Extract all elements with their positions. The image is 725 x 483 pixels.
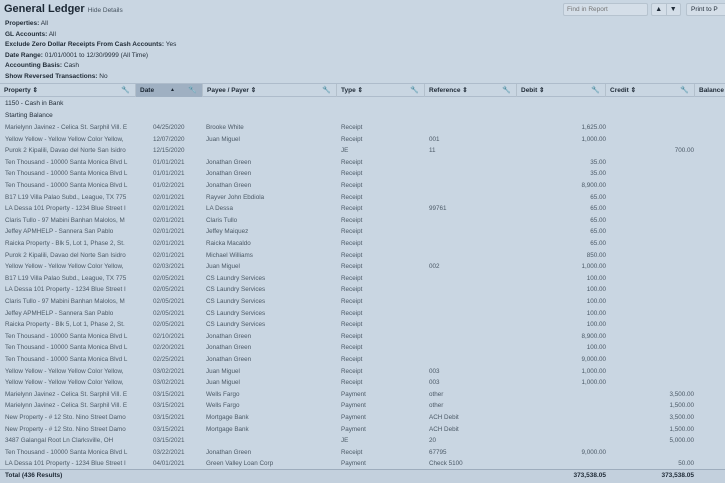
column-header-reference[interactable] [425, 84, 517, 97]
cell-property: B17 L19 Villa Palao Subd., League, TX 775 [5, 274, 127, 282]
filter-line [5, 19, 176, 30]
filter-line [5, 61, 176, 72]
cell-date: 03/15/2021 [153, 437, 185, 445]
cell-credit: 1,500.00 [669, 425, 694, 433]
cell-type: Receipt [341, 286, 363, 294]
cell-property: LA Dessa 101 Property - 1234 Blue Street I [5, 460, 126, 468]
cell-debit: 35.00 [590, 170, 606, 178]
column-label-balance: Balance [699, 87, 724, 94]
cell-property: Marielynn Javinez - Celica St. Sarphil Vill. E [5, 124, 128, 131]
column-label-reference: Reference ⇕ [429, 87, 468, 94]
table-row[interactable] [0, 400, 725, 412]
cell-reference: 67795 [429, 448, 447, 456]
cell-payee: Jonathan Green [206, 332, 252, 340]
cell-reference: 11 [429, 147, 436, 155]
filter-label: Exclude Zero Dollar Receipts From Cash Accounts: [5, 41, 165, 49]
report-filters [5, 19, 176, 83]
sort-ascending-icon: ▲ [170, 87, 175, 93]
cell-payee: Jonathan Green [206, 448, 252, 456]
cell-type: Receipt [341, 448, 363, 456]
cell-property: New Property - # 12 Sto. Nino Street Damo [5, 414, 126, 421]
filter-value: Yes [165, 41, 177, 49]
cell-reference: 001 [429, 135, 440, 143]
cell-date: 02/10/2021 [153, 332, 185, 340]
cell-date: 12/15/2020 [153, 147, 185, 155]
cell-payee: Jonathan Green [206, 356, 252, 363]
table-row[interactable] [0, 226, 725, 238]
cell-payee: Brooke White [206, 124, 244, 131]
filter-value: 01/01/0001 to 12/30/9999 (All Time) [44, 51, 149, 59]
cell-payee: CS Laundry Services [206, 274, 266, 282]
table-row[interactable] [0, 308, 725, 320]
cell-type: Receipt [341, 251, 363, 259]
page-title: General Ledger [4, 3, 85, 15]
wrench-icon[interactable]: 🔧 [188, 87, 197, 94]
table-row[interactable] [0, 354, 725, 366]
cell-payee: Jonathan Green [206, 158, 252, 166]
table-row[interactable] [0, 389, 725, 401]
column-label-property: Property ⇕ [4, 87, 38, 94]
table-row[interactable] [0, 377, 725, 389]
cell-payee: Wells Fargo [206, 390, 240, 398]
table-row[interactable] [0, 168, 725, 180]
cell-type: Receipt [341, 274, 363, 282]
cell-property: Ten Thousand - 10000 Santa Monica Blvd L [5, 344, 128, 352]
cell-debit: 8,900.00 [581, 332, 606, 340]
cell-credit: 50.00 [678, 460, 694, 468]
cell-type: JE [341, 437, 349, 445]
cell-payee: Jonathan Green [206, 182, 252, 189]
cell-property: Ten Thousand - 10000 Santa Monica Blvd L [5, 332, 128, 340]
cell-property: Marielynn Javinez - Celica St. Sarphil Vill. E [5, 402, 128, 410]
filter-line [5, 72, 176, 83]
column-header-credit[interactable] [606, 84, 695, 97]
filter-value: No [99, 72, 108, 80]
cell-date: 02/01/2021 [153, 205, 185, 213]
cell-type: Payment [341, 414, 366, 421]
cell-type: Receipt [341, 216, 363, 224]
cell-debit: 8,900.00 [581, 182, 606, 189]
cell-debit: 1,000.00 [581, 367, 606, 375]
cell-payee: Juan Miguel [206, 263, 240, 271]
cell-date: 04/01/2021 [153, 460, 185, 468]
cell-payee: Jonathan Green [206, 170, 252, 178]
table-row[interactable] [0, 261, 725, 273]
find-previous-button[interactable]: ▲ [655, 6, 663, 13]
table-row[interactable] [0, 447, 725, 459]
cell-property: Claris Tullo - 97 Mabini Banhan Malolos, M [5, 216, 125, 224]
cell-debit: 1,000.00 [581, 135, 606, 143]
table-row[interactable] [0, 238, 725, 250]
filter-line [5, 40, 176, 51]
table-row[interactable] [0, 424, 725, 436]
cell-type: Receipt [341, 344, 363, 352]
table-row[interactable] [0, 273, 725, 285]
cell-payee: Jeffey Maiquez [206, 228, 249, 236]
cell-payee: Jonathan Green [206, 344, 252, 352]
table-row[interactable] [0, 366, 725, 378]
cell-date: 03/02/2021 [153, 367, 185, 375]
cell-reference: Check 5100 [429, 460, 463, 468]
cell-property: Ten Thousand - 10000 Santa Monica Blvd L [5, 448, 128, 456]
wrench-icon[interactable]: 🔧 [322, 87, 331, 94]
cell-property: Claris Tullo - 97 Mabini Banhan Malolos, M [5, 298, 125, 305]
find-navigation [651, 3, 681, 16]
column-header-property[interactable] [0, 84, 136, 97]
cell-property: Jeffey APMHELP - Sannera San Pablo [5, 228, 114, 236]
column-header-balance[interactable] [695, 84, 725, 97]
cell-property: Raicka Property - Blk 5, Lot 1, Phase 2, St. [5, 240, 125, 247]
filter-label: GL Accounts: [5, 30, 48, 38]
print-button[interactable]: Print to P [686, 3, 725, 16]
cell-reference: ACH Debit [429, 414, 459, 421]
column-label-type: Type ⇕ [341, 87, 363, 94]
cell-type: Receipt [341, 205, 363, 213]
cell-date: 02/05/2021 [153, 298, 185, 305]
cell-type: Receipt [341, 298, 363, 305]
cell-date: 02/05/2021 [153, 309, 185, 317]
filter-label: Accounting Basis: [5, 62, 63, 70]
cell-type: Receipt [341, 182, 363, 189]
cell-date: 03/02/2021 [153, 379, 185, 387]
table-row[interactable] [0, 319, 725, 331]
cell-property: B17 L19 Villa Palao Subd., League, TX 775 [5, 193, 127, 201]
cell-credit: 700.00 [674, 147, 694, 155]
cell-date: 02/05/2021 [153, 321, 185, 329]
cell-debit: 65.00 [590, 205, 606, 213]
wrench-icon[interactable]: 🔧 [680, 87, 689, 94]
table-row[interactable] [0, 122, 725, 134]
cell-payee: Green Valley Loan Corp [206, 460, 274, 468]
table-row[interactable] [0, 435, 725, 447]
cell-type: Payment [341, 460, 366, 468]
cell-payee: Mortgage Bank [206, 425, 249, 433]
cell-debit: 35.00 [590, 158, 606, 166]
cell-property: Ten Thousand - 10000 Santa Monica Blvd L [5, 158, 128, 166]
cell-date: 03/15/2021 [153, 390, 185, 398]
cell-payee: Rayver John Ebdiola [206, 193, 265, 201]
cell-payee: CS Laundry Services [206, 321, 266, 329]
hide-details-link[interactable]: Hide Details [87, 7, 123, 14]
wrench-icon[interactable]: 🔧 [410, 87, 419, 94]
filter-value: All [48, 30, 56, 38]
cell-debit: 65.00 [590, 240, 606, 247]
cell-date: 02/03/2021 [153, 263, 185, 271]
cell-debit: 9,000.00 [581, 448, 606, 456]
cell-debit: 100.00 [586, 309, 606, 317]
filter-label: Show Reversed Transactions: [5, 72, 98, 80]
filter-label: Properties: [5, 20, 40, 27]
cell-date: 02/01/2021 [153, 251, 185, 259]
cell-property: 3487 Galangal Root Ln Clarksville, OH [5, 437, 114, 445]
cell-property: Yellow Yellow - Yellow Yellow Color Yellow, [5, 263, 124, 271]
cell-payee: Wells Fargo [206, 402, 240, 410]
table-row[interactable] [0, 134, 725, 146]
cell-property: Ten Thousand - 10000 Santa Monica Blvd L [5, 356, 128, 363]
cell-payee: LA Dessa [206, 205, 233, 213]
column-label-credit: Credit ⇕ [610, 87, 637, 94]
table-row[interactable] [0, 180, 725, 192]
cell-property: Yellow Yellow - Yellow Yellow Color Yellow, [5, 379, 124, 387]
cell-type: Receipt [341, 309, 363, 317]
cell-date: 03/15/2021 [153, 402, 185, 410]
cell-credit: 3,500.00 [669, 414, 694, 421]
cell-date: 02/05/2021 [153, 286, 185, 294]
column-label-date: Date [140, 87, 155, 94]
wrench-icon[interactable]: 🔧 [502, 87, 511, 94]
table-row[interactable] [0, 296, 725, 308]
cell-reference: 99761 [429, 205, 447, 213]
cell-payee: Claris Tullo [206, 216, 238, 224]
cell-debit: 100.00 [586, 344, 606, 352]
cell-type: Receipt [341, 193, 363, 201]
column-header-type[interactable] [337, 84, 425, 97]
cell-payee: Juan Miguel [206, 379, 240, 387]
column-label-payee: Payee / Payer ⇕ [207, 87, 257, 94]
cell-date: 02/01/2021 [153, 240, 185, 247]
totals-label: Total (436 Results) [5, 472, 63, 479]
cell-type: Receipt [341, 240, 363, 247]
cell-debit: 65.00 [590, 193, 606, 201]
cell-payee: CS Laundry Services [206, 309, 266, 317]
cell-date: 03/22/2021 [153, 448, 185, 456]
cell-debit: 100.00 [586, 286, 606, 294]
cell-debit: 1,625.00 [581, 124, 606, 131]
cell-date: 03/15/2021 [153, 425, 185, 433]
table-header [0, 83, 725, 97]
cell-property: Yellow Yellow - Yellow Yellow Color Yellow, [5, 367, 124, 375]
cell-date: 01/01/2021 [153, 170, 185, 178]
column-header-debit[interactable] [517, 84, 606, 97]
cell-credit: 3,500.00 [669, 390, 694, 398]
cell-type: Receipt [341, 356, 363, 363]
table-row[interactable] [0, 157, 725, 169]
cell-debit: 1,000.00 [581, 379, 606, 387]
cell-debit: 65.00 [590, 228, 606, 236]
wrench-icon[interactable]: 🔧 [591, 87, 600, 94]
cell-payee: Michael Williams [206, 251, 253, 259]
cell-type: Receipt [341, 332, 363, 340]
table-row[interactable] [0, 215, 725, 227]
cell-type: Payment [341, 425, 366, 433]
cell-date: 01/01/2021 [153, 158, 185, 166]
totals-row [0, 469, 725, 483]
total-credit: 373,538.05 [661, 472, 694, 479]
cell-payee: Juan Miguel [206, 135, 240, 143]
cell-type: Receipt [341, 263, 363, 271]
cell-debit: 1,000.00 [581, 263, 606, 271]
filter-value: Cash [63, 62, 80, 70]
cell-date: 02/01/2021 [153, 193, 185, 201]
table-row[interactable] [0, 192, 725, 204]
cell-type: Payment [341, 402, 366, 410]
cell-type: Receipt [341, 367, 363, 375]
table-row[interactable] [0, 331, 725, 343]
cell-type: Receipt [341, 321, 363, 329]
filter-value: All [40, 20, 49, 27]
cell-reference: 003 [429, 367, 440, 375]
cell-property: Marielynn Javinez - Celica St. Sarphil Vill. E [5, 390, 128, 398]
cell-date: 03/15/2021 [153, 414, 185, 421]
cell-type: Receipt [341, 170, 363, 178]
table-row[interactable] [0, 284, 725, 296]
cell-credit: 5,000.00 [669, 437, 694, 445]
cell-type: Receipt [341, 124, 363, 131]
total-debit: 373,538.05 [573, 472, 606, 479]
cell-debit: 850.00 [586, 251, 606, 259]
find-next-button[interactable]: ▼ [666, 4, 681, 15]
cell-date: 01/02/2021 [153, 182, 185, 189]
column-header-date[interactable] [136, 84, 203, 97]
account-group-label: 1150 - Cash in Bank [5, 100, 64, 107]
cell-payee: CS Laundry Services [206, 298, 266, 305]
cell-property: Yellow Yellow - Yellow Yellow Color Yellow, [5, 135, 124, 143]
cell-property: Ten Thousand - 10000 Santa Monica Blvd L [5, 170, 128, 178]
cell-credit: 1,500.00 [669, 402, 694, 410]
cell-type: Receipt [341, 135, 363, 143]
cell-date: 02/25/2021 [153, 356, 185, 363]
cell-debit: 100.00 [586, 321, 606, 329]
cell-payee: CS Laundry Services [206, 286, 266, 294]
cell-property: Purok 2 Kipalili, Davao del Norte San Isidro [5, 147, 126, 155]
cell-property: New Property - # 12 Sto. Nino Street Damo [5, 425, 126, 433]
cell-reference: 20 [429, 437, 437, 445]
table-row[interactable] [0, 250, 725, 262]
cell-debit: 100.00 [586, 298, 606, 305]
cell-property: Raicka Property - Blk 5, Lot 1, Phase 2, St. [5, 321, 125, 329]
find-in-report-input[interactable] [563, 3, 648, 16]
cell-date: 02/01/2021 [153, 216, 185, 224]
cell-reference: other [429, 390, 444, 398]
column-label-debit: Debit ⇕ [521, 87, 545, 94]
column-header-payee[interactable] [203, 84, 337, 97]
cell-date: 02/05/2021 [153, 274, 185, 282]
cell-type: Receipt [341, 158, 363, 166]
cell-reference: ACH Debit [429, 425, 459, 433]
report-title-row [4, 3, 123, 19]
cell-date: 04/25/2020 [153, 124, 185, 131]
cell-type: Receipt [341, 379, 363, 387]
cell-debit: 100.00 [586, 274, 606, 282]
table-row[interactable] [0, 412, 725, 424]
cell-date: 02/01/2021 [153, 228, 185, 236]
cell-payee: Mortgage Bank [206, 414, 249, 421]
starting-balance-label: Starting Balance [5, 112, 53, 119]
cell-property: Purok 2 Kipalili, Davao del Norte San Isidro [5, 251, 126, 259]
cell-debit: 9,000.00 [581, 356, 606, 363]
cell-payee: Juan Miguel [206, 367, 240, 375]
wrench-icon[interactable]: 🔧 [121, 87, 130, 94]
cell-type: Receipt [341, 228, 363, 236]
table-row[interactable] [0, 203, 725, 215]
filter-line [5, 51, 176, 62]
cell-property: LA Dessa 101 Property - 1234 Blue Street I [5, 286, 126, 294]
cell-property: LA Dessa 101 Property - 1234 Blue Street I [5, 205, 126, 213]
cell-date: 02/20/2021 [153, 344, 185, 352]
filter-line [5, 30, 176, 41]
cell-property: Ten Thousand - 10000 Santa Monica Blvd L [5, 182, 128, 189]
table-row[interactable] [0, 145, 725, 157]
cell-date: 12/07/2020 [153, 135, 185, 143]
filter-label: Date Range: [5, 51, 43, 59]
cell-type: JE [341, 147, 349, 155]
table-row[interactable] [0, 342, 725, 354]
cell-type: Payment [341, 390, 366, 398]
cell-payee: Raicka Macaldo [206, 240, 251, 247]
cell-property: Jeffey APMHELP - Sannera San Pablo [5, 309, 114, 317]
cell-reference: 002 [429, 263, 440, 271]
cell-debit: 65.00 [590, 216, 606, 224]
cell-reference: 003 [429, 379, 440, 387]
cell-reference: other [429, 402, 444, 410]
